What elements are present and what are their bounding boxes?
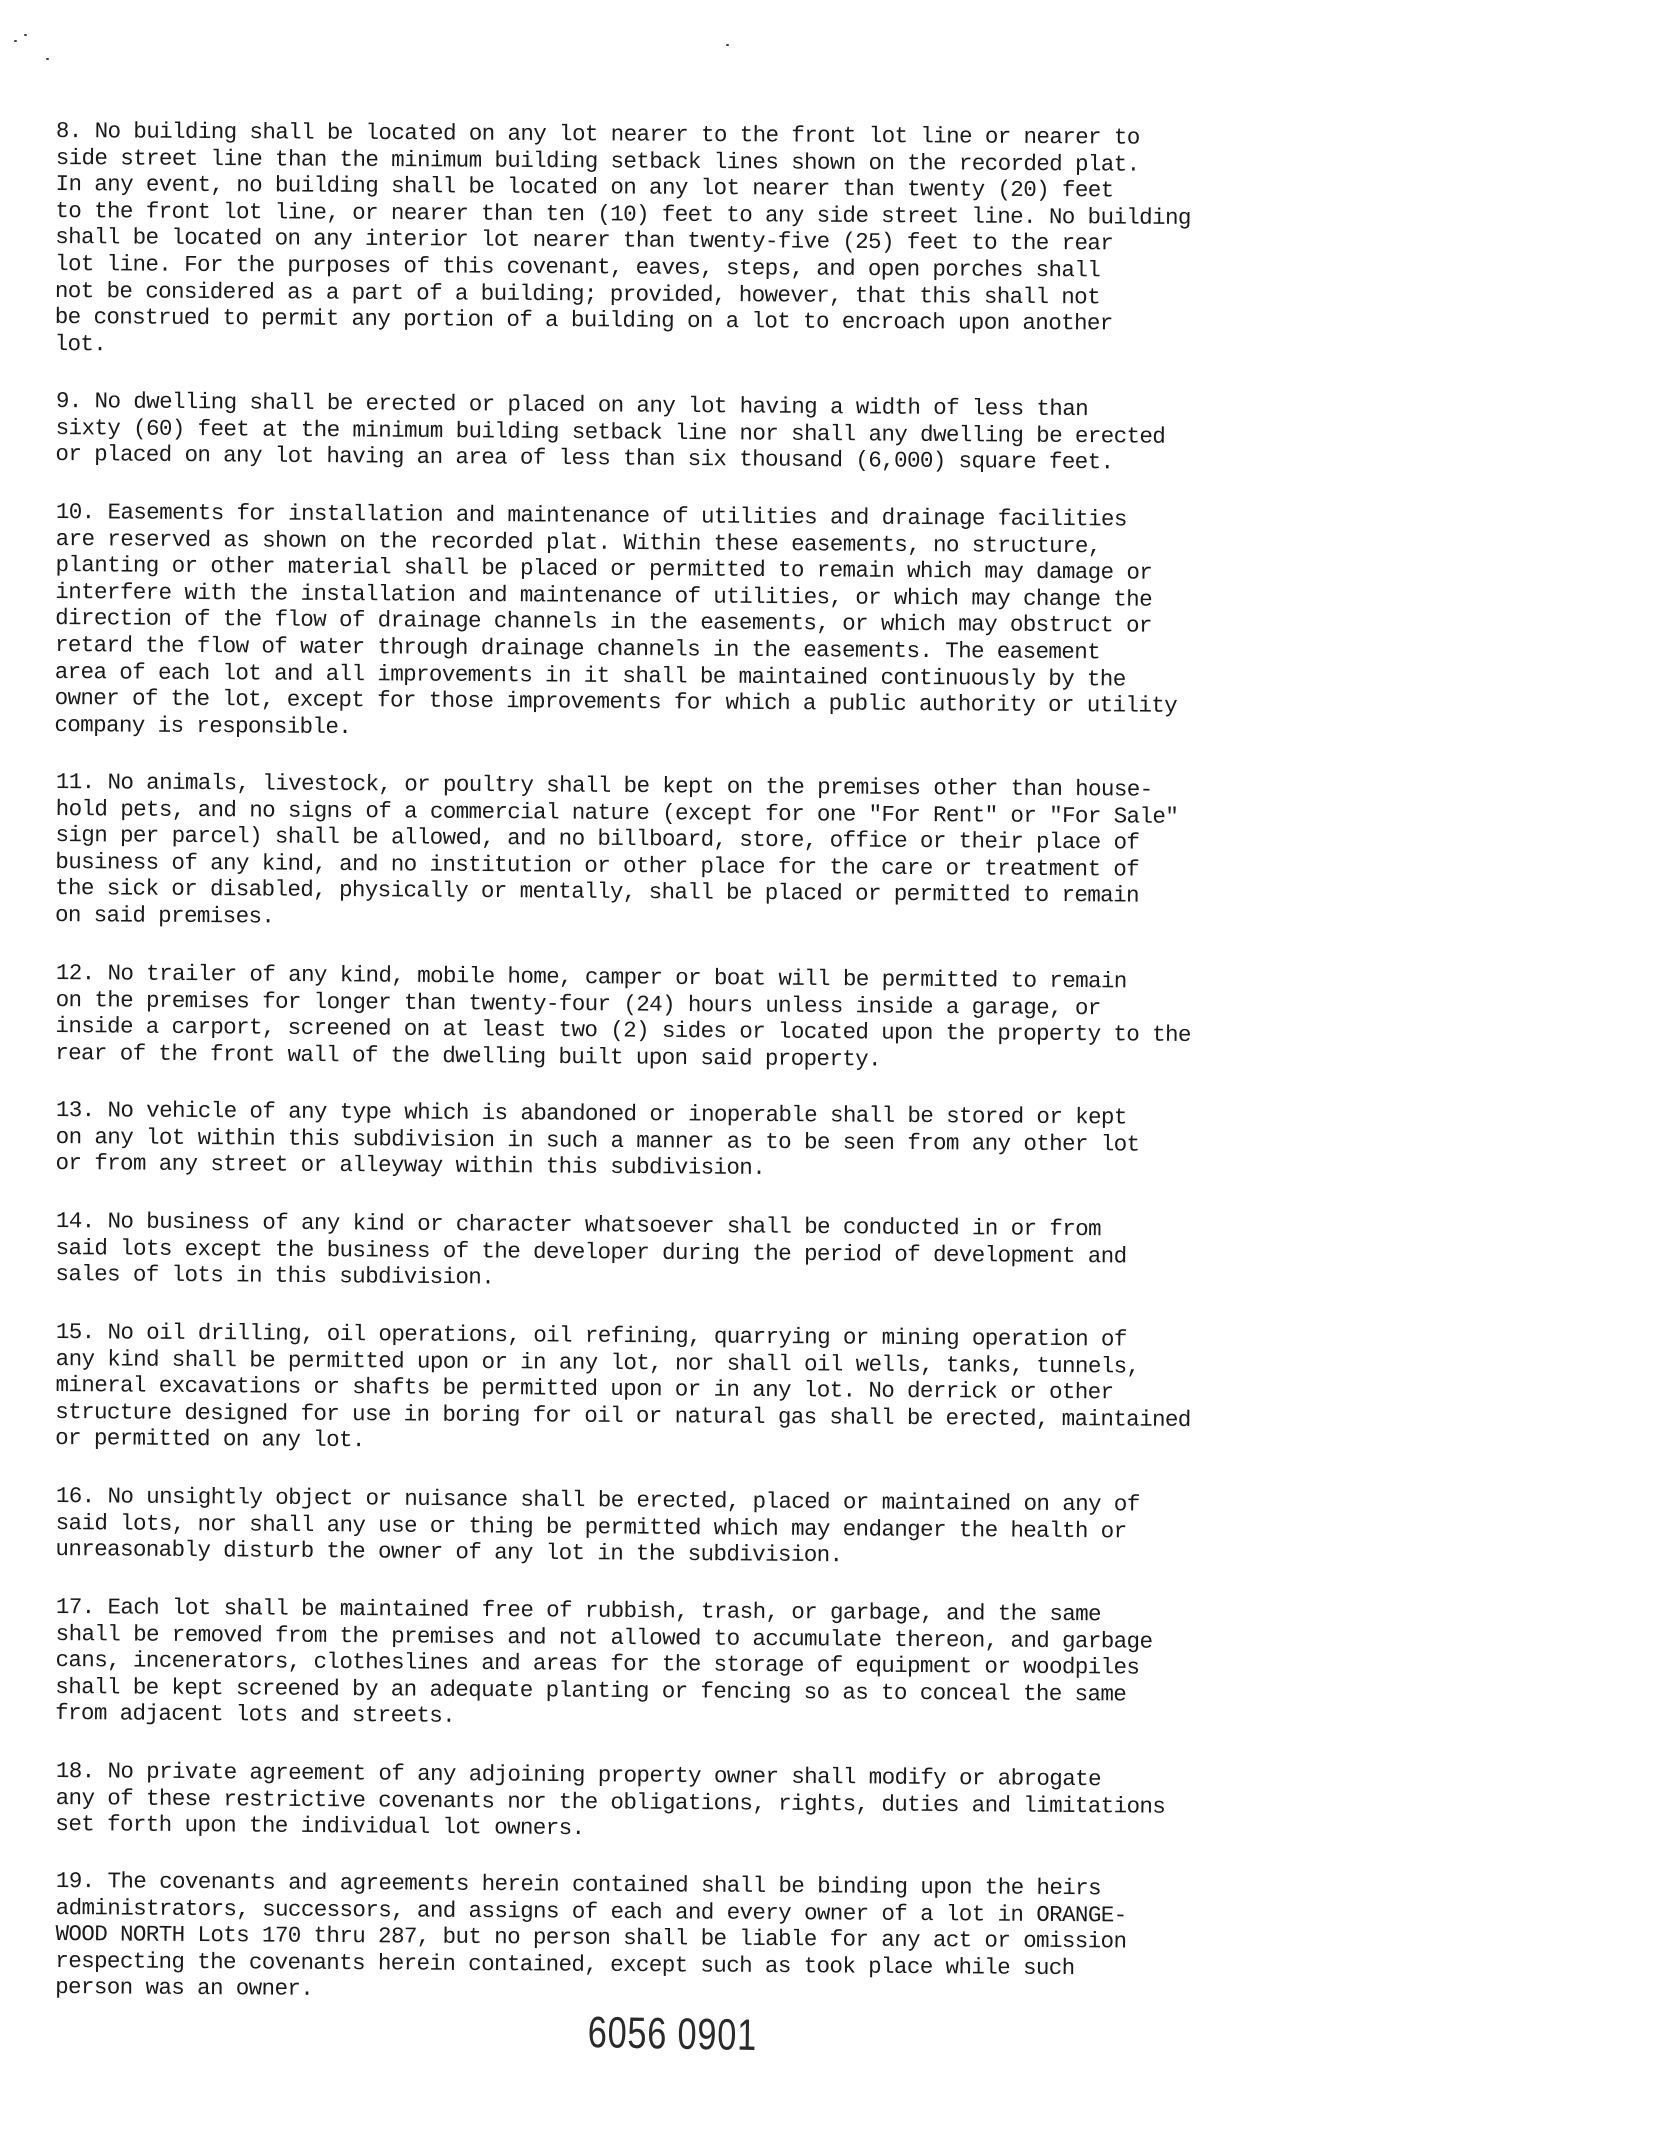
paragraph-line: mineral excavations or shafts be permitted upon or in any lot. No derrick or other — [55, 1372, 1114, 1406]
paragraph-line: on any lot within this subdivision in such a manner as to be seen from any other lot — [55, 1123, 1140, 1158]
paragraph-line: or permitted on any lot. — [55, 1425, 365, 1454]
paragraph-line: said lots, nor shall any use or thing be permitted which may endanger the health or — [55, 1509, 1127, 1544]
paragraph-line: 17. Each lot shall be maintained free of rubbish, trash, or garbage, and the same — [55, 1593, 1102, 1628]
paragraph-line: company is responsible. — [54, 711, 352, 740]
paragraph-line: respecting the covenants herein contained, except such as took place while such — [55, 1948, 1075, 1982]
covenant-paragraph-14 — [55, 1208, 1236, 1297]
paragraph-line: 11. No animals, livestock, or poultry shall be kept on the premises other than house- — [55, 769, 1153, 804]
paragraph-line: sales of lots in this subdivision. — [55, 1261, 495, 1291]
scan-speck — [726, 44, 729, 46]
paragraph-line: on said premises. — [54, 902, 275, 930]
paragraph-line: 15. No oil drilling, oil operations, oil refining, quarrying or mining operation of — [55, 1318, 1127, 1353]
paragraph-line: lot line. For the purposes of this covenant, eaves, steps, and open porches shall — [55, 250, 1101, 284]
covenant-paragraph-18 — [55, 1758, 1236, 1847]
paragraph-line: direction of the flow of drainage channels in the easements, or which may obstruct or — [55, 605, 1152, 640]
paragraph-line: any kind shall be permitted upon or in any lot, nor shall oil wells, tanks, tunnels, — [55, 1345, 1140, 1380]
paragraph-line: 10. Easements for installation and maintenance of utilities and drainage facilities — [55, 499, 1127, 533]
paragraph-line: WOOD NORTH Lots 170 thru 287, but no person shall be liable for any act or omission — [55, 1921, 1127, 1956]
paragraph-line: side street line than the minimum building setback lines shown on the recorded plat. — [55, 144, 1140, 178]
paragraph-line: structure designed for use in boring for oil or natural gas shall be erected, maintained — [55, 1398, 1191, 1433]
scan-speck — [24, 34, 27, 36]
covenant-paragraph-13 — [55, 1097, 1236, 1185]
paragraph-line: retard the flow of water through drainage channels in the easements. The easement — [54, 632, 1101, 666]
paragraph-line: are reserved as shown on the recorded plat. Within these easements, no structure, — [55, 525, 1101, 560]
covenant-paragraph-9 — [55, 388, 1236, 477]
paragraph-line: 19. The covenants and agreements herein contained shall be binding upon the heirs — [55, 1868, 1102, 1902]
paragraph-line: to the front lot line, or nearer than ten (10) feet to any side street line. No building — [55, 197, 1191, 231]
paragraph-line: owner of the lot, except for those improvements for which a public authority or utility — [54, 685, 1178, 720]
paragraph-line: not be considered as a part of a building; provided, however, that this shall not — [54, 277, 1101, 310]
paragraph-line: or from any street or alleyway within this subdivision. — [55, 1150, 766, 1182]
paragraph-line: set forth upon the individual lot owners. — [55, 1810, 585, 1842]
paragraph-line: shall be located on any interior lot nearer than twenty-five (25) feet to the rear — [55, 224, 1114, 257]
covenants-body — [56, 118, 1236, 2032]
paragraph-line: inside a carport, screened on at least two (2) sides or located upon the property to the — [55, 1013, 1191, 1049]
paragraph-line: said lots except the business of the developer during the period of development and — [55, 1234, 1127, 1270]
paragraph-line: 16. No unsightly object or nuisance shall be erected, placed or maintained on any of — [55, 1482, 1140, 1518]
paragraph-line: or placed on any lot having an area of less than six thousand (6,000) square feet. — [55, 441, 1114, 476]
paragraph-line: on the premises for longer than twenty-four (24) hours unless inside a garage, or — [55, 986, 1101, 1021]
paragraph-line: 13. No vehicle of any type which is abandoned or inoperable shall be stored or kept — [55, 1097, 1127, 1131]
paragraph-line: lot. — [54, 330, 107, 358]
paragraph-line: any of these restrictive covenants nor the obligations, rights, duties and limitations — [55, 1784, 1166, 1819]
paragraph-line: 12. No trailer of any kind, mobile home, camper or boat will be permitted to remain — [55, 960, 1127, 995]
covenant-paragraph-11 — [55, 769, 1236, 937]
paragraph-line: shall be kept screened by an adequate planting or fencing so as to conceal the same — [55, 1673, 1127, 1707]
scan-speck — [14, 40, 17, 42]
covenant-paragraph-12 — [55, 960, 1236, 1076]
paragraph-line: 14. No business of any kind or character whatsoever shall be conducted in or from — [55, 1208, 1102, 1243]
paragraph-line: 9. No dwelling shall be erected or placed on any lot having a width of less than — [55, 388, 1089, 423]
paragraph-line: 8. No building shall be located on any lot nearer to the front lot line or nearer to — [55, 118, 1140, 151]
paragraph-line: sixty (60) feet at the minimum building setback line nor shall any dwelling be erected — [55, 414, 1166, 450]
paragraph-line: shall be removed from the premises and not allowed to accumulate thereon, and garbage — [55, 1620, 1153, 1654]
paragraph-line: administrators, successors, and assigns of each and every owner of a lot in ORANGE- — [55, 1895, 1127, 1929]
paragraph-line: from adjacent lots and streets. — [55, 1700, 456, 1729]
covenant-paragraph-16 — [55, 1483, 1236, 1572]
paragraph-line: unreasonably disturb the owner of any lot in the subdivision. — [55, 1536, 843, 1569]
paragraph-line: sign per parcel) shall be allowed, and no billboard, store, office or their place of — [55, 822, 1140, 857]
covenant-paragraph-10 — [54, 499, 1236, 747]
paragraph-line: person was an owner. — [55, 1974, 314, 2003]
covenant-paragraph-17 — [55, 1594, 1236, 1735]
paragraph-line: the sick or disabled, physically or mentally, shall be placed or permitted to remain — [55, 875, 1140, 910]
paragraph-line: 18. No private agreement of any adjoining property owner shall modify or abrogate — [55, 1757, 1102, 1792]
paragraph-line: In any event, no building shall be located on any lot nearer than twenty (20) feet — [55, 171, 1114, 204]
covenant-paragraph-15 — [55, 1319, 1236, 1460]
paragraph-line: rear of the front wall of the dwelling built upon said property. — [55, 1039, 882, 1073]
paragraph-line: area of each lot and all improvements in it shall be maintained continuously by the — [54, 658, 1126, 693]
paragraph-line: interfere with the installation and maintenance of utilities, or which may change the — [55, 578, 1153, 613]
paragraph-line: be construed to permit any portion of a building on a lot to encroach upon another — [54, 304, 1113, 337]
paragraph-line: business of any kind, and no institution or other place for the care or treatment of — [55, 849, 1140, 883]
paragraph-line: planting or other material shall be placed or permitted to remain which may damage or — [55, 552, 1153, 586]
paragraph-line: cans, incenerators, clotheslines and areas for the storage of equipment or woodpiles — [55, 1646, 1140, 1681]
paragraph-line: hold pets, and no signs of a commercial nature (except for one "For Rent" or "For Sale" — [55, 796, 1179, 830]
covenant-paragraph-8 — [55, 118, 1236, 365]
scan-speck — [46, 58, 49, 60]
book-page-stamp: 6056 0901 — [587, 2008, 758, 2061]
covenant-paragraph-19 — [55, 1868, 1236, 2009]
